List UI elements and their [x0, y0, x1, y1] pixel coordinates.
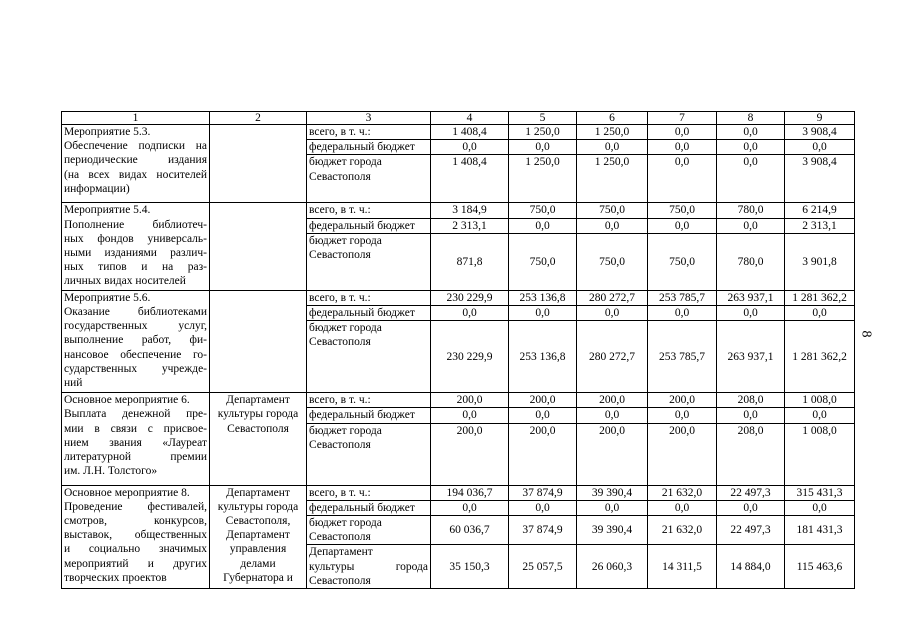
measure-name-line: творческих проектов [64, 571, 167, 584]
measure-name-line: смотров, конкурсов, [64, 515, 207, 528]
value-cell: 14 311,5 [648, 545, 717, 589]
value-cell: 0,0 [509, 218, 577, 233]
funding-source-cell [307, 290, 431, 305]
measure-name-line: нансовое обеспечение го- [64, 348, 207, 361]
funding-source-line: культуры города [309, 560, 428, 573]
value-cell: 3 901,8 [785, 233, 855, 290]
measure-name-cell [62, 203, 210, 290]
measure-name-cell [62, 290, 210, 392]
column-header-4: 4 [431, 112, 509, 125]
value-cell: 750,0 [648, 233, 717, 290]
measure-name-cell [62, 125, 210, 203]
table-row [62, 393, 855, 408]
funding-source-cell [307, 408, 431, 423]
measure-name-line: информации) [64, 182, 130, 195]
executor-cell [210, 393, 307, 485]
funding-source-cell [307, 218, 431, 233]
funding-source-line: всего, в т. ч.: [309, 126, 371, 138]
value-cell: 0,0 [648, 500, 717, 515]
executor-line: делами [240, 557, 276, 570]
value-cell: 0,0 [577, 140, 648, 155]
funding-source-line: федеральный бюджет [309, 141, 415, 154]
value-cell: 280 272,7 [577, 290, 648, 305]
funding-source-line: всего, в т. ч.: [309, 486, 371, 499]
value-cell: 0,0 [509, 306, 577, 321]
funding-source-line: бюджет города [309, 156, 382, 169]
value-cell: 0,0 [717, 140, 785, 155]
value-cell: 0,0 [577, 218, 648, 233]
funding-source-line: Севастополя [309, 249, 371, 262]
value-cell: 39 390,4 [577, 516, 648, 545]
value-cell: 0,0 [785, 408, 855, 423]
value-cell: 200,0 [509, 423, 577, 485]
table-body [62, 112, 855, 589]
value-cell: 750,0 [577, 233, 648, 290]
value-cell: 1 281 362,2 [785, 321, 855, 393]
executor-line: Севастополя [227, 422, 289, 435]
value-cell: 0,0 [509, 140, 577, 155]
funding-source-line: Севастополя [309, 574, 371, 587]
executor-cell [210, 290, 307, 392]
executor-cell [210, 485, 307, 588]
measure-name-line: Основное мероприятие 6. [64, 394, 190, 407]
value-cell: 208,0 [717, 423, 785, 485]
value-cell: 200,0 [648, 423, 717, 485]
column-header-9: 9 [785, 112, 855, 125]
funding-source-line: Департамент [309, 546, 373, 559]
value-cell: 200,0 [509, 393, 577, 408]
value-cell: 200,0 [577, 393, 648, 408]
funding-source-line: всего, в т. ч.: [309, 394, 371, 407]
funding-source-cell [307, 125, 431, 140]
executor-line: Департамент [226, 529, 290, 542]
value-cell: 1 250,0 [509, 125, 577, 140]
value-cell: 0,0 [717, 408, 785, 423]
table-row [62, 290, 855, 305]
value-cell: 14 884,0 [717, 545, 785, 589]
measure-name-line: им. Л.Н. Толстого» [64, 465, 158, 478]
executor-line: культуры города [217, 500, 299, 513]
value-cell: 200,0 [431, 423, 509, 485]
column-header-7: 7 [648, 112, 717, 125]
executor-cell [210, 125, 307, 203]
funding-source-cell [307, 423, 431, 485]
value-cell: 3 908,4 [785, 155, 855, 203]
value-cell: 181 431,3 [785, 516, 855, 545]
value-cell: 22 497,3 [717, 516, 785, 545]
executor-line: управления [229, 543, 287, 556]
measure-name-line: мии в связи с присвое- [64, 422, 207, 435]
measure-name-line: сударственных учрежде- [64, 362, 207, 375]
funding-source-line: бюджет города [309, 517, 382, 530]
value-cell: 750,0 [509, 233, 577, 290]
measure-name-line: мероприятий и других [64, 557, 207, 570]
header-row [62, 112, 855, 125]
value-cell: 1 008,0 [785, 393, 855, 408]
funding-source-line: всего, в т. ч.: [309, 204, 371, 217]
value-cell: 1 250,0 [509, 155, 577, 203]
value-cell: 253 136,8 [509, 321, 577, 393]
funding-source-cell [307, 500, 431, 515]
table-row [62, 203, 855, 218]
measure-name-line: Основное мероприятие 8. [64, 486, 190, 499]
value-cell: 1 281 362,2 [785, 290, 855, 305]
value-cell: 780,0 [717, 233, 785, 290]
value-cell: 750,0 [648, 203, 717, 218]
value-cell: 6 214,9 [785, 203, 855, 218]
value-cell: 230 229,9 [431, 290, 509, 305]
funding-source-cell [307, 393, 431, 408]
value-cell: 253 785,7 [648, 290, 717, 305]
measure-name-line: литературной премии [64, 451, 207, 464]
funding-source-cell [307, 233, 431, 290]
value-cell: 1 008,0 [785, 423, 855, 485]
funding-source-line: Севастополя [309, 336, 371, 349]
value-cell: 3 908,4 [785, 125, 855, 140]
value-cell: 22 497,3 [717, 485, 785, 500]
value-cell: 0,0 [648, 218, 717, 233]
executor-line: Департамент [226, 486, 290, 499]
value-cell: 0,0 [577, 408, 648, 423]
value-cell: 200,0 [648, 393, 717, 408]
value-cell: 230 229,9 [431, 321, 509, 393]
value-cell: 0,0 [648, 125, 717, 140]
page-number: 8 [858, 330, 874, 338]
value-cell: 208,0 [717, 393, 785, 408]
value-cell: 0,0 [431, 408, 509, 423]
value-cell: 0,0 [717, 155, 785, 203]
funding-source-cell [307, 203, 431, 218]
executor-line: Департамент [226, 394, 290, 407]
value-cell: 263 937,1 [717, 321, 785, 393]
measure-name-line: Мероприятие 5.3. [64, 126, 151, 138]
value-cell: 200,0 [431, 393, 509, 408]
funding-source-cell [307, 516, 431, 545]
measure-name-line: Выплата денежной пре- [64, 408, 207, 421]
value-cell: 115 463,6 [785, 545, 855, 589]
measure-name-line: Проведение фестивалей, [64, 500, 207, 513]
funding-source-line: Севастополя [309, 531, 371, 544]
budget-table [61, 111, 855, 589]
table-row [62, 125, 855, 140]
measure-name-line: (на всех видах носителей [64, 168, 207, 181]
measure-name-line: Мероприятие 5.6. [64, 291, 151, 304]
funding-source-line: всего, в т. ч.: [309, 291, 371, 304]
value-cell: 750,0 [577, 203, 648, 218]
measure-name-line: периодические издания [64, 154, 207, 167]
funding-source-line: федеральный бюджет [309, 409, 415, 422]
value-cell: 0,0 [785, 500, 855, 515]
executor-line: Губернатора и [223, 571, 293, 584]
funding-source-line: бюджет города [309, 424, 382, 437]
value-cell: 0,0 [717, 125, 785, 140]
value-cell: 21 632,0 [648, 516, 717, 545]
measure-name-line: государственных услуг, [64, 320, 207, 333]
funding-source-cell [307, 545, 431, 589]
measure-name-line: ний [64, 377, 83, 390]
value-cell: 194 036,7 [431, 485, 509, 500]
funding-source-line: бюджет города [309, 234, 382, 247]
value-cell: 263 937,1 [717, 290, 785, 305]
table-row [62, 485, 855, 500]
measure-name-cell [62, 485, 210, 588]
value-cell: 60 036,7 [431, 516, 509, 545]
funding-source-cell [307, 306, 431, 321]
value-cell: 1 408,4 [431, 125, 509, 140]
value-cell: 25 057,5 [509, 545, 577, 589]
funding-source-line: федеральный бюджет [309, 501, 415, 514]
value-cell: 0,0 [717, 218, 785, 233]
value-cell: 0,0 [577, 500, 648, 515]
funding-source-line: федеральный бюджет [309, 219, 415, 232]
value-cell: 37 874,9 [509, 516, 577, 545]
value-cell: 780,0 [717, 203, 785, 218]
value-cell: 0,0 [785, 306, 855, 321]
value-cell: 0,0 [431, 500, 509, 515]
funding-source-cell [307, 321, 431, 393]
value-cell: 2 313,1 [785, 218, 855, 233]
funding-source-line: бюджет города [309, 322, 382, 335]
value-cell: 0,0 [717, 306, 785, 321]
funding-source-cell [307, 155, 431, 203]
executor-cell [210, 203, 307, 290]
measure-name-line: ных фондов универсаль- [64, 232, 207, 245]
measure-name-line: Мероприятие 5.4. [64, 204, 151, 217]
column-header-1: 1 [62, 112, 210, 125]
measure-name-line: ных типов и на раз- [64, 261, 207, 274]
funding-source-cell [307, 140, 431, 155]
funding-source-line: Севастополя [309, 170, 371, 183]
column-header-6: 6 [577, 112, 648, 125]
value-cell: 200,0 [577, 423, 648, 485]
measure-name-line: Обеспечение подписки на [64, 140, 207, 153]
funding-source-line: федеральный бюджет [309, 307, 415, 320]
value-cell: 26 060,3 [577, 545, 648, 589]
measure-name-line: нием звания «Лауреат [64, 436, 207, 449]
executor-line: Севастополя, [225, 515, 291, 528]
value-cell: 0,0 [509, 500, 577, 515]
executor-line: культуры города [217, 408, 299, 421]
value-cell: 21 632,0 [648, 485, 717, 500]
column-header-8: 8 [717, 112, 785, 125]
value-cell: 0,0 [648, 155, 717, 203]
value-cell: 37 874,9 [509, 485, 577, 500]
measure-name-line: личных видах носителей [64, 275, 186, 288]
value-cell: 750,0 [509, 203, 577, 218]
value-cell: 315 431,3 [785, 485, 855, 500]
column-header-3: 3 [307, 112, 431, 125]
value-cell: 0,0 [431, 140, 509, 155]
value-cell: 0,0 [648, 408, 717, 423]
value-cell: 0,0 [648, 140, 717, 155]
measure-name-line: Оказание библиотеками [64, 306, 207, 319]
value-cell: 280 272,7 [577, 321, 648, 393]
value-cell: 0,0 [785, 140, 855, 155]
measure-name-line: и социально значимых [64, 543, 207, 556]
value-cell: 0,0 [509, 408, 577, 423]
funding-source-cell [307, 485, 431, 500]
value-cell: 871,8 [431, 233, 509, 290]
value-cell: 0,0 [717, 500, 785, 515]
value-cell: 1 408,4 [431, 155, 509, 203]
column-header-2: 2 [210, 112, 307, 125]
measure-name-line: выполнение работ, фи- [64, 334, 207, 347]
column-header-5: 5 [509, 112, 577, 125]
value-cell: 0,0 [577, 306, 648, 321]
value-cell: 39 390,4 [577, 485, 648, 500]
measure-name-cell [62, 393, 210, 485]
measure-name-line: Пополнение библиотеч- [64, 218, 207, 231]
value-cell: 0,0 [431, 306, 509, 321]
measure-name-line: ными изданиями различ- [64, 247, 207, 260]
value-cell: 1 250,0 [577, 155, 648, 203]
value-cell: 3 184,9 [431, 203, 509, 218]
value-cell: 1 250,0 [577, 125, 648, 140]
measure-name-line: выставок, общественных [64, 529, 207, 542]
value-cell: 253 136,8 [509, 290, 577, 305]
value-cell: 0,0 [648, 306, 717, 321]
funding-source-line: Севастополя [309, 438, 371, 451]
value-cell: 35 150,3 [431, 545, 509, 589]
value-cell: 253 785,7 [648, 321, 717, 393]
value-cell: 2 313,1 [431, 218, 509, 233]
